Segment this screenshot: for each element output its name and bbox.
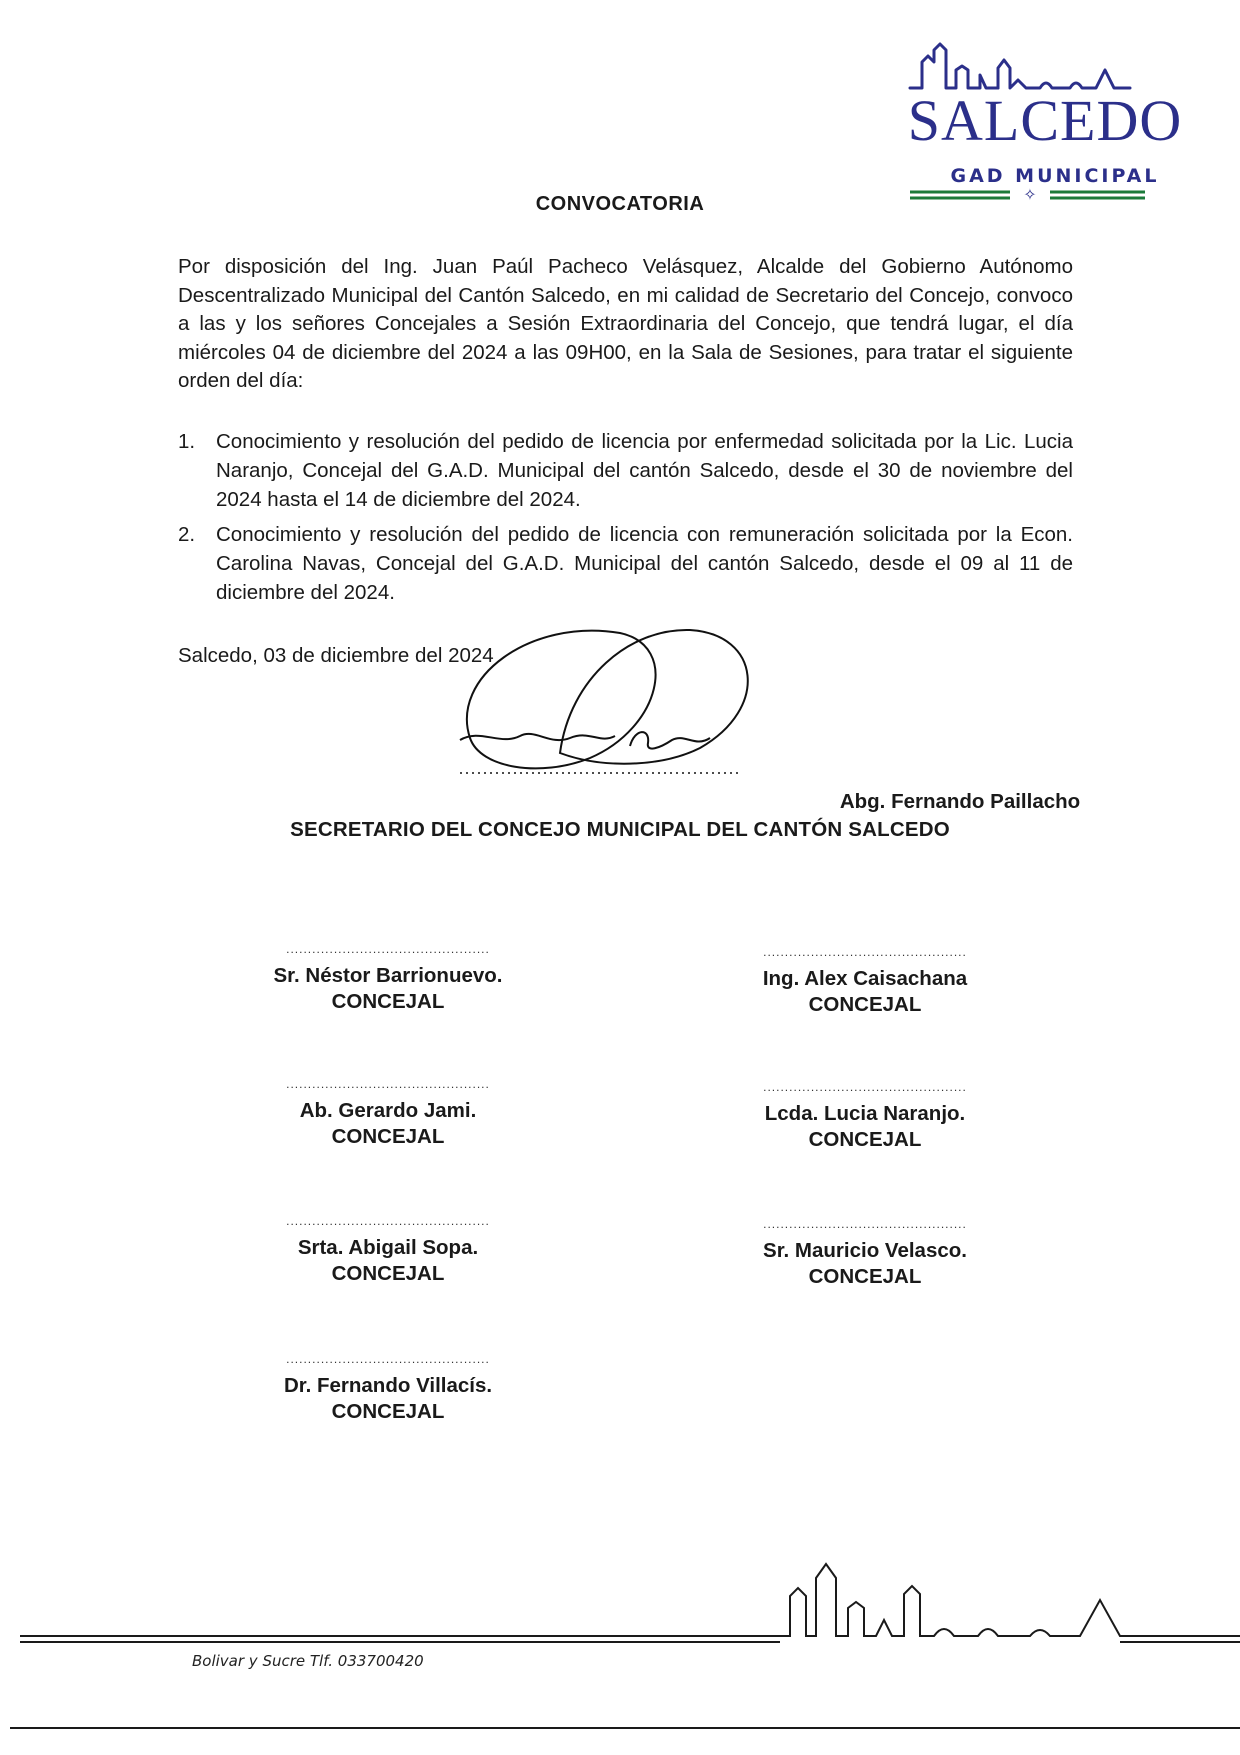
agenda-item-number: 2. bbox=[178, 523, 196, 546]
signature-line: ............................................... bbox=[286, 1352, 490, 1366]
salcedo-logo bbox=[900, 20, 1190, 205]
footer-address: Bolivar y Sucre Tlf. 033700420 bbox=[192, 1652, 424, 1670]
place-date: Salcedo, 03 de diciembre del 2024 bbox=[178, 644, 494, 667]
signature-line: ............................................... bbox=[286, 942, 490, 956]
councillor-signature-block bbox=[258, 1077, 518, 1149]
councillor-signature-block bbox=[258, 942, 518, 1014]
councillor-signature-block bbox=[258, 1352, 518, 1424]
councillor-role: CONCEJAL bbox=[331, 1125, 445, 1148]
councillor-signature-block bbox=[735, 1217, 995, 1289]
signer-title: SECRETARIO DEL CONCEJO MUNICIPAL DEL CANTÓN SALCEDO bbox=[290, 818, 950, 841]
signature-line: ............................................... bbox=[286, 1214, 490, 1228]
document-title: CONVOCATORIA bbox=[535, 193, 705, 215]
councillor-name: Srta. Abigail Sopa. bbox=[297, 1236, 479, 1259]
footer-skyline-icon bbox=[0, 1538, 1240, 1738]
councillor-role: CONCEJAL bbox=[808, 1265, 922, 1288]
councillor-role: CONCEJAL bbox=[331, 1400, 445, 1423]
councillor-name: Dr. Fernando Villacís. bbox=[283, 1374, 493, 1397]
councillor-name: Sr. Mauricio Velasco. bbox=[763, 1239, 967, 1262]
councillor-name: Ing. Alex Caisachana bbox=[762, 967, 968, 990]
logo-subtitle: GAD MUNICIPAL bbox=[950, 165, 1160, 187]
agenda-item bbox=[178, 520, 1073, 607]
signer-name bbox=[0, 790, 1090, 814]
signature-line: ............................................... bbox=[286, 1077, 490, 1091]
signature-line: ............................................... bbox=[763, 945, 967, 959]
councillor-name: Lcda. Lucia Naranjo. bbox=[764, 1102, 966, 1125]
signature-line: ............................................... bbox=[763, 1217, 967, 1231]
signer-name-text: Abg. Fernando Paillacho bbox=[839, 790, 1081, 813]
logo-name: SALCEDO bbox=[907, 88, 1183, 153]
agenda-item-number: 1. bbox=[178, 430, 196, 453]
intro-paragraph: Por disposición del Ing. Juan Paúl Pacheco Velásquez, Alcalde del Gobierno Autónomo Descentralizado Municipal del Cantón Salcedo, en mi calidad de Secretario del Concejo, convoco a las y los señores Concejales a Sesión Extraordinaria del Concejo, que tendrá lugar, el día miércoles 04 de diciembre del 2024 a las 09H00, en la Sala de Sesiones, para tratar el siguiente orden del día: bbox=[178, 255, 1073, 392]
councillor-role: CONCEJAL bbox=[331, 1262, 445, 1285]
agenda-item bbox=[178, 427, 1073, 514]
councillor-role: CONCEJAL bbox=[331, 990, 445, 1013]
councillor-role: CONCEJAL bbox=[808, 1128, 922, 1151]
councillor-name: Sr. Néstor Barrionuevo. bbox=[273, 964, 503, 987]
councillor-signature-block bbox=[735, 945, 995, 1017]
councillor-signature-block bbox=[735, 1080, 995, 1152]
signature-line: ............................................... bbox=[763, 1080, 967, 1094]
agenda-item-text: Conocimiento y resolución del pedido de licencia con remuneración solicitada por la Econ. Carolina Navas, Concejal del G.A.D. Municipal del cantón Salcedo, desde el 09 al 11 de diciembre del 2024. bbox=[216, 523, 1073, 604]
svg-text:✧: ✧ bbox=[1023, 187, 1037, 204]
councillor-name: Ab. Gerardo Jami. bbox=[299, 1099, 477, 1122]
councillor-role: CONCEJAL bbox=[808, 993, 922, 1016]
agenda-list bbox=[178, 427, 1073, 613]
councillor-signature-block bbox=[258, 1214, 518, 1286]
agenda-item-text: Conocimiento y resolución del pedido de licencia por enfermedad solicitada por la Lic. Lucia Naranjo, Concejal del G.A.D. Municipal del cantón Salcedo, desde el 30 de noviembre del 2024 hasta el 14 de diciembre del 2024. bbox=[216, 430, 1073, 511]
handwritten-signature bbox=[440, 618, 800, 778]
